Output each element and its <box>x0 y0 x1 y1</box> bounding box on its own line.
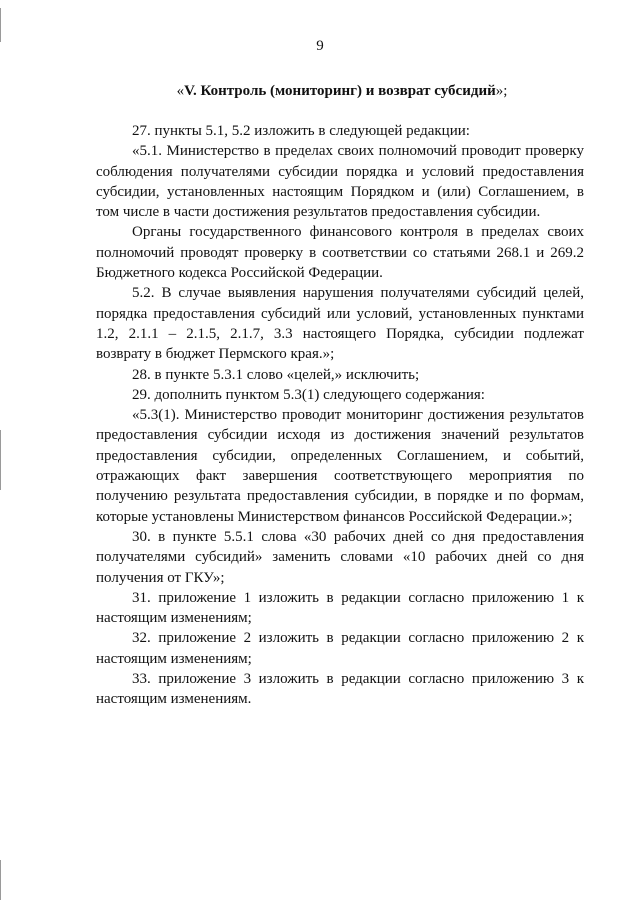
document-body <box>96 121 584 710</box>
page-number: 9 <box>316 38 324 54</box>
heading-close-quote: »; <box>495 83 508 99</box>
paragraph-clause-5-1: «5.1. Министерство в пределах своих полномочий проводит проверку соблюдения получателями субсидии порядка и условий предоставления субсидии, установленных настоящим Порядком и (или) Соглашением, в том числе в части достижения результатов предоставления субсидии. <box>96 143 584 221</box>
paragraph-item-32: 32. приложение 2 изложить в редакции согласно приложению 2 к настоящим изменениям; <box>96 630 584 667</box>
section-heading <box>96 81 588 101</box>
paragraph-item-27: 27. пункты 5.1, 5.2 изложить в следующей редакции: <box>132 123 470 139</box>
paragraph-clause-5-3-1: «5.3(1). Министерство проводит мониторинг достижения результатов предоставления субсидии исходя из достижения значений результатов предоставления субсидии, определенных Соглашением, и событий, отражающих факт завершения соответствующего мероприятия по получению результата предоставления субсидии, в порядке и по формам, которые установлены Министерством финансов Российской Федерации.»; <box>96 407 584 525</box>
scan-edge-mark-bottom <box>0 860 1 900</box>
paragraph-item-31: 31. приложение 1 изложить в редакции согласно приложению 1 к настоящим изменениям; <box>96 589 584 627</box>
heading-title: V. Контроль (мониторинг) и возврат субсидий <box>184 83 496 99</box>
paragraph-clause-5-2: 5.2. В случае выявления нарушения получателями субсидий целей, порядка предоставления субсидий или условий, установленных пунктами 1.2, 2.1.1 – 2.1.5, 2.1.7, 3.3 настоящего Порядка, субсидии подлежат возврату в бюджет Пермского края.»; <box>96 285 584 363</box>
paragraph-item-30: 30. в пункте 5.5.1 слова «30 рабочих дней со дня предоставления получателями субсидий» заменить словами «10 рабочих дней со дня получения от ГКУ»; <box>96 528 584 586</box>
paragraph-item-33: 33. приложение 3 изложить в редакции согласно приложению 3 к настоящим изменениям. <box>96 671 584 708</box>
paragraph-financial-control: Органы государственного финансового контроля в пределах своих полномочий проводят проверку в соответствии со статьями 268.1 и 269.2 Бюджетного кодекса Российской Федерации. <box>96 224 584 282</box>
scan-edge-mark-middle <box>0 430 1 490</box>
paragraph-item-28: 28. в пункте 5.3.1 слово «целей,» исключить; <box>132 366 420 383</box>
heading-open-quote: « <box>176 83 185 99</box>
paragraph-item-29: 29. дополнить пунктом 5.3(1) следующего содержания: <box>132 386 485 403</box>
